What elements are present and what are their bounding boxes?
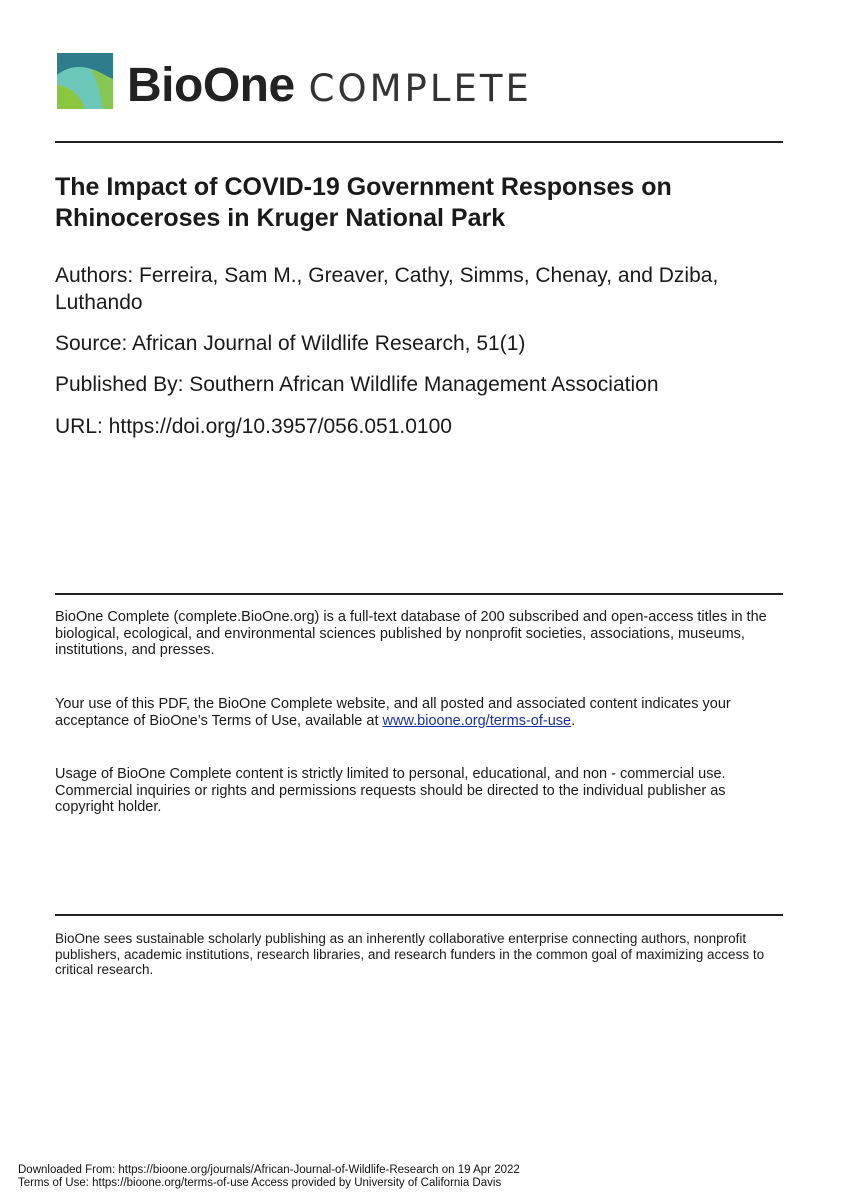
article-authors: Authors: Ferreira, Sam M., Greaver, Cathy, Simms, Chenay, and Dziba, Luthando <box>55 264 719 314</box>
article-publisher: Published By: Southern African Wildlife Management Association <box>55 373 659 396</box>
article-title: The Impact of COVID-19 Government Responses on Rhinoceroses in Kruger National Park <box>55 173 672 232</box>
download-info: Downloaded From: https://bioone.org/journals/African-Journal-of-Wildlife-Research on 19 Apr 2022 <box>18 1164 520 1176</box>
article-source: Source: African Journal of Wildlife Research, 51(1) <box>55 332 526 355</box>
terms-of-use-link[interactable]: www.bioone.org/terms-of-use <box>382 712 572 729</box>
article-url: URL: https://doi.org/10.3957/056.051.0100 <box>55 415 452 438</box>
notice-divider <box>55 593 783 595</box>
mission-divider <box>55 914 783 916</box>
logo-brand-text: BioOne <box>127 59 295 112</box>
terms-access-info: Terms of Use: https://bioone.org/terms-of-use Access provided by University of California Davis <box>18 1177 502 1189</box>
bioone-logo-icon <box>57 53 113 109</box>
terms-text-after: . <box>571 712 576 729</box>
usage-notice: Usage of BioOne Complete content is strictly limited to personal, educational, and non - commercial use. Commercial inquiries or rights and permissions requests should be directed to the individual publisher as copyright holder. <box>55 766 726 815</box>
header-divider <box>55 141 783 143</box>
bioone-logo-wordmark <box>127 58 532 114</box>
terms-text-before: Your use of this PDF, the BioOne Complete website, and all posted and associated content indicates your acceptance of BioOne’s Terms of Use, available at <box>55 696 731 729</box>
terms-notice <box>55 696 783 729</box>
logo-product-text: COMPLETE <box>308 67 532 110</box>
database-description: BioOne Complete (complete.BioOne.org) is a full-text database of 200 subscribed and open-access titles in the biological, ecological, and environmental sciences published by nonprofit societies, associations, museums, institutions, and presses. <box>55 609 767 658</box>
mission-statement: BioOne sees sustainable scholarly publishing as an inherently collaborative enterprise connecting authors, nonprofit publishers, academic institutions, research libraries, and research funders in the common goal of maximizing access to critical research. <box>55 931 765 977</box>
